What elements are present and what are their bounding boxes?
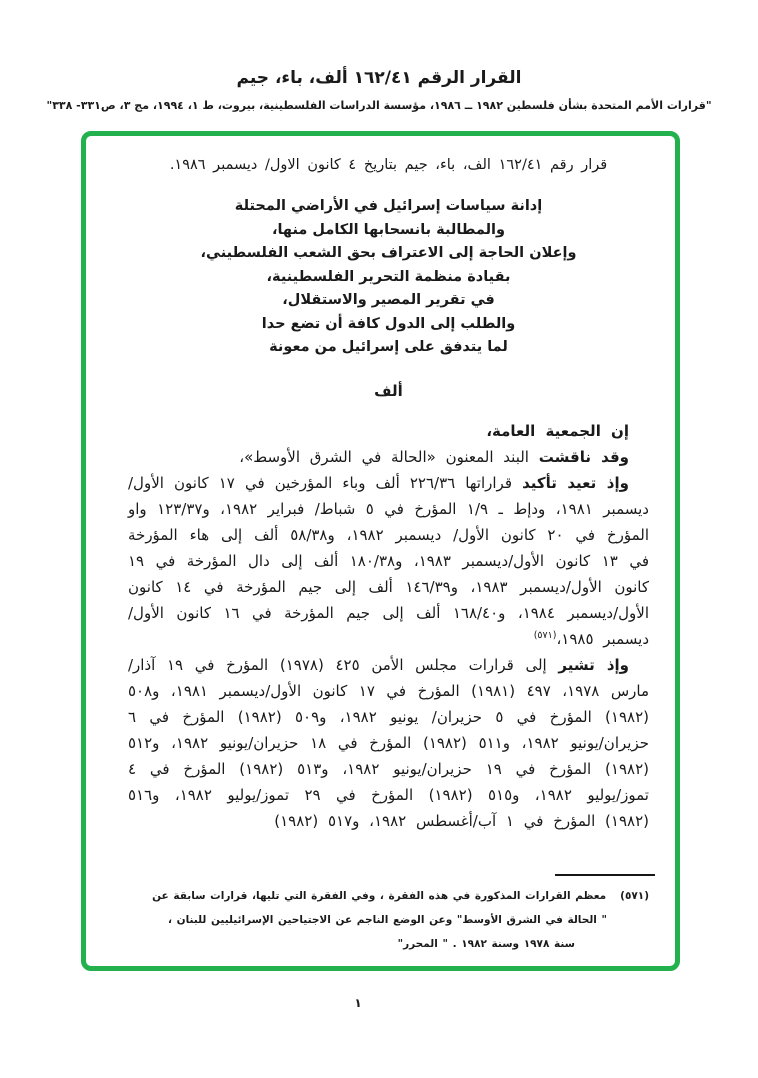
clause-text: إلى قرارات مجلس الأمن ٤٢٥ (١٩٧٨) المؤرخ في ١٩ آذار/مارس ١٩٧٨، ٤٩٧ (١٩٨١) المؤرخ في ١٧ كانون الأول/ديسمبر ١٩٨١، و٥٠٨ (١٩٨٢) المؤرخ في ٥ حزيران/ يونيو ١٩٨٢، و٥٠٩ (١٩٨٢) المؤرخ في ٦ حزيران/يونيو ١٩٨٢، و٥١١ (١٩٨٢) المؤرخ في ١٨ حزيران/يونيو ١٩٨٢، و٥١٢ (١٩٨٢) المؤرخ في ١٩ حزيران/يونيو ١٩٨٢، و٥١٣ (١٩٨٢) المؤرخ في ٤ تموز/يوليو ١٩٨٢، و٥١٥ (١٩٨٢) المؤرخ في ٢٩ تموز/يوليو ١٩٨٢، و٥١٦ (١٩٨٢) المؤرخ في ١ آب/أغسطس ١٩٨٢، و٥١٧ (١٩٨٢) (128, 655, 650, 830)
footnote-divider (555, 874, 655, 876)
footnote-marker: (٥٧١) (620, 890, 649, 902)
footnote-line (128, 884, 649, 908)
heading-line: وإعلان الحاجة إلى الاعتراف بحق الشعب الفلسطيني، (200, 245, 577, 261)
clause-text: قراراتها ٢٢٦/٣٦ ألف وباء المؤرخين في ١٧ كانون الأول/ديسمبر ١٩٨١، ودإط ـ ١/٩ المؤرخ في ٥ شباط/ فبراير ١٩٨٢، و١٢٣/٣٧ واو المؤرخ في ٢٠ كانون الأول/ ديسمبر ١٩٨٢، و٥٨/٣٨ ألف إلى هاء المؤرخة في ١٣ كانون الأول/ديسمبر ١٩٨٣، و١٨٠/٣٨ ألف إلى دال المؤرخة في ١٩ كانون الأول/ديسمبر ١٩٨٣، و١٤٦/٣٩ ألف إلى جيم المؤرخة في ١٤ كانون الأول/ديسمبر ١٩٨٤، و١٦٨/٤٠ ألف إلى جيم المؤرخة في ١٦ كانون الأول/ديسمبر ١٩٨٥، (128, 473, 650, 648)
heading-line: والمطالبة بانسحابها الكامل منها، (271, 221, 506, 238)
clause-paragraph (128, 652, 649, 834)
section-letter: ألف (374, 381, 403, 400)
highlight-box (81, 131, 680, 971)
source-citation: "قرارات الأمم المتحدة بشأن فلسطين ١٩٨٢ ــ ١٩٨٦، مؤسسة الدراسات الفلسطينية، بيروت، ط ١، ١٩٩٤، مج ٣، ص٣٣١- ٣٣٨" (46, 99, 712, 112)
page-title: القرار الرقم ١٦٢/٤١ ألف، باء، جيم (236, 68, 522, 88)
footnote-block (128, 866, 649, 956)
clause-paragraph (128, 470, 649, 652)
heading-line: في تقرير المصير والاستقلال، (282, 292, 495, 308)
preamble: إن الجمعية العامة، (486, 421, 629, 440)
footnote (128, 884, 649, 956)
heading-line: والطلب إلى الدول كافة أن تضع حدا (261, 315, 516, 332)
clause-lead: وقد ناقشت (538, 447, 629, 466)
footnote-line: سنة ١٩٧٨ وسنة ١٩٨٢ . " المحرر" (397, 938, 575, 950)
heading-line: بقيادة منظمة التحرير الفلسطينية، (266, 268, 511, 285)
heading-line: لما يتدفق على إسرائيل من معونة (269, 339, 508, 355)
clause-paragraph (128, 444, 649, 470)
footnote-text: معظم القرارات المذكورة في هذه الفقرة ، وفي الفقرة التي تليها، قرارات سابقة عن (152, 890, 607, 902)
clause-lead: وإذ تشير (558, 655, 629, 674)
footnote-line: " الحالة في الشرق الأوسط" وعن الوضع الناجم عن الاجتياحين الإسرائيليين للبنان ، (167, 914, 607, 926)
clause-text: البند المعنون «الحالة في الشرق الأوسط»، (239, 447, 539, 466)
footnote-reference: (٥٧١) (533, 629, 557, 641)
resolution-intro: قرار رقم ١٦٢/٤١ الف، باء، جيم بتاريخ ٤ كانون الاول/ ديسمبر ١٩٨٦. (169, 157, 608, 173)
heading-line: إدانة سياسات إسرائيل في الأراضي المحتلة (234, 198, 543, 214)
page-number: ١ (354, 996, 362, 1010)
clause-lead: وإذ تعيد تأكيد (522, 473, 629, 492)
resolution-heading (138, 195, 639, 360)
